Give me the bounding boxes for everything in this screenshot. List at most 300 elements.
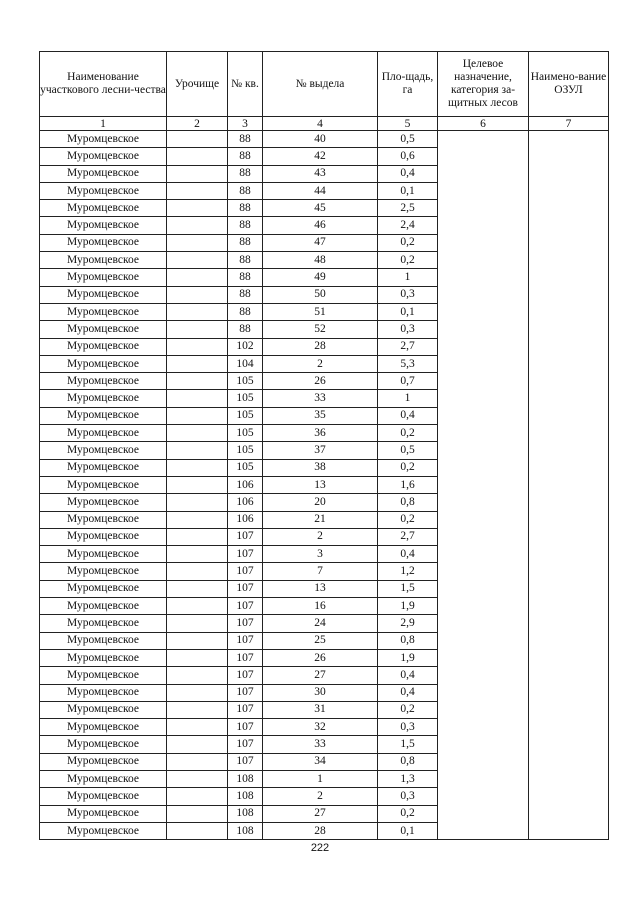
cell-purpose: [438, 753, 529, 770]
cell-tract: [167, 719, 228, 736]
cell-area: 0,1: [378, 822, 438, 839]
cell-purpose: [438, 719, 529, 736]
cell-quarter: 107: [228, 632, 263, 649]
cell-plot-number: 44: [263, 182, 378, 199]
header-forestry-name: Наименование участкового лесни-чества: [40, 52, 167, 117]
cell-ozul-name: [529, 701, 609, 718]
cell-plot-number: 2: [263, 528, 378, 545]
table-row: [40, 355, 609, 372]
cell-forestry-name: Муромцевское: [40, 148, 167, 165]
cell-area: 1,2: [378, 563, 438, 580]
cell-ozul-name: [529, 770, 609, 787]
cell-area: 0,4: [378, 684, 438, 701]
table-row: [40, 805, 609, 822]
cell-ozul-name: [529, 805, 609, 822]
table-row: [40, 701, 609, 718]
cell-tract: [167, 269, 228, 286]
table-row: [40, 338, 609, 355]
table-row: [40, 528, 609, 545]
table-row: [40, 442, 609, 459]
column-number: 7: [529, 117, 609, 131]
cell-quarter: 88: [228, 148, 263, 165]
cell-ozul-name: [529, 615, 609, 632]
cell-quarter: 107: [228, 719, 263, 736]
cell-forestry-name: Муромцевское: [40, 442, 167, 459]
table-row: [40, 217, 609, 234]
cell-quarter: 107: [228, 615, 263, 632]
header-plot-number: № выдела: [263, 52, 378, 117]
cell-plot-number: 3: [263, 546, 378, 563]
cell-purpose: [438, 442, 529, 459]
cell-area: 0,6: [378, 148, 438, 165]
cell-area: 0,4: [378, 546, 438, 563]
cell-purpose: [438, 528, 529, 545]
cell-quarter: 107: [228, 753, 263, 770]
table-row: [40, 649, 609, 666]
cell-quarter: 88: [228, 200, 263, 217]
cell-tract: [167, 494, 228, 511]
header-purpose: Целевое назначение, категория за-щитных лесов: [438, 52, 529, 117]
table-row: [40, 632, 609, 649]
cell-area: 0,5: [378, 131, 438, 148]
cell-tract: [167, 580, 228, 597]
cell-tract: [167, 667, 228, 684]
cell-quarter: 106: [228, 511, 263, 528]
cell-forestry-name: Муромцевское: [40, 788, 167, 805]
column-number: 1: [40, 117, 167, 131]
cell-ozul-name: [529, 355, 609, 372]
cell-purpose: [438, 476, 529, 493]
cell-ozul-name: [529, 476, 609, 493]
cell-tract: [167, 321, 228, 338]
cell-plot-number: 28: [263, 822, 378, 839]
cell-forestry-name: Муромцевское: [40, 234, 167, 251]
cell-plot-number: 31: [263, 701, 378, 718]
cell-forestry-name: Муромцевское: [40, 580, 167, 597]
cell-plot-number: 35: [263, 407, 378, 424]
table-row: [40, 459, 609, 476]
cell-area: 1: [378, 269, 438, 286]
cell-purpose: [438, 252, 529, 269]
cell-ozul-name: [529, 788, 609, 805]
cell-plot-number: 32: [263, 719, 378, 736]
cell-forestry-name: Муромцевское: [40, 598, 167, 615]
cell-forestry-name: Муромцевское: [40, 511, 167, 528]
cell-plot-number: 20: [263, 494, 378, 511]
cell-plot-number: 1: [263, 770, 378, 787]
cell-purpose: [438, 269, 529, 286]
cell-tract: [167, 736, 228, 753]
cell-quarter: 105: [228, 459, 263, 476]
header-tract: Урочище: [167, 52, 228, 117]
column-number: 6: [438, 117, 529, 131]
cell-quarter: 88: [228, 252, 263, 269]
table-row: [40, 286, 609, 303]
cell-area: 1,9: [378, 598, 438, 615]
header-area: Пло-щадь, га: [378, 52, 438, 117]
cell-quarter: 102: [228, 338, 263, 355]
cell-quarter: 107: [228, 701, 263, 718]
cell-area: 0,4: [378, 667, 438, 684]
cell-tract: [167, 131, 228, 148]
cell-purpose: [438, 805, 529, 822]
cell-tract: [167, 373, 228, 390]
cell-tract: [167, 234, 228, 251]
cell-quarter: 88: [228, 269, 263, 286]
cell-area: 2,4: [378, 217, 438, 234]
table-row: [40, 511, 609, 528]
table-row: [40, 131, 609, 148]
cell-area: 5,3: [378, 355, 438, 372]
cell-forestry-name: Муромцевское: [40, 649, 167, 666]
cell-forestry-name: Муромцевское: [40, 303, 167, 320]
cell-plot-number: 7: [263, 563, 378, 580]
cell-ozul-name: [529, 563, 609, 580]
cell-purpose: [438, 303, 529, 320]
table-row: [40, 390, 609, 407]
cell-forestry-name: Муромцевское: [40, 355, 167, 372]
cell-ozul-name: [529, 649, 609, 666]
cell-area: 2,9: [378, 615, 438, 632]
cell-plot-number: 16: [263, 598, 378, 615]
cell-tract: [167, 182, 228, 199]
cell-plot-number: 46: [263, 217, 378, 234]
cell-forestry-name: Муромцевское: [40, 615, 167, 632]
cell-purpose: [438, 494, 529, 511]
cell-purpose: [438, 459, 529, 476]
cell-area: 1,5: [378, 736, 438, 753]
cell-quarter: 108: [228, 822, 263, 839]
cell-tract: [167, 701, 228, 718]
cell-plot-number: 43: [263, 165, 378, 182]
cell-area: 0,3: [378, 321, 438, 338]
table-row: [40, 822, 609, 839]
cell-ozul-name: [529, 667, 609, 684]
column-number: 4: [263, 117, 378, 131]
cell-quarter: 107: [228, 546, 263, 563]
cell-ozul-name: [529, 632, 609, 649]
cell-ozul-name: [529, 598, 609, 615]
cell-ozul-name: [529, 165, 609, 182]
cell-area: 0,1: [378, 182, 438, 199]
cell-tract: [167, 770, 228, 787]
cell-ozul-name: [529, 252, 609, 269]
cell-purpose: [438, 667, 529, 684]
cell-area: 0,4: [378, 407, 438, 424]
cell-ozul-name: [529, 321, 609, 338]
cell-plot-number: 40: [263, 131, 378, 148]
cell-tract: [167, 598, 228, 615]
table-row: [40, 719, 609, 736]
cell-forestry-name: Муромцевское: [40, 528, 167, 545]
table-row: [40, 684, 609, 701]
cell-purpose: [438, 701, 529, 718]
table-row: [40, 563, 609, 580]
cell-quarter: 107: [228, 667, 263, 684]
table-row: [40, 788, 609, 805]
cell-purpose: [438, 649, 529, 666]
cell-quarter: 105: [228, 390, 263, 407]
cell-plot-number: 25: [263, 632, 378, 649]
cell-plot-number: 24: [263, 615, 378, 632]
cell-tract: [167, 200, 228, 217]
cell-tract: [167, 546, 228, 563]
table-row: [40, 667, 609, 684]
cell-purpose: [438, 546, 529, 563]
cell-plot-number: 38: [263, 459, 378, 476]
cell-plot-number: 2: [263, 355, 378, 372]
cell-forestry-name: Муромцевское: [40, 425, 167, 442]
cell-purpose: [438, 563, 529, 580]
cell-forestry-name: Муромцевское: [40, 459, 167, 476]
cell-quarter: 88: [228, 234, 263, 251]
table-row: [40, 736, 609, 753]
cell-plot-number: 49: [263, 269, 378, 286]
table-row: [40, 615, 609, 632]
cell-purpose: [438, 788, 529, 805]
cell-forestry-name: Муромцевское: [40, 632, 167, 649]
cell-quarter: 105: [228, 442, 263, 459]
cell-area: 0,3: [378, 286, 438, 303]
cell-ozul-name: [529, 528, 609, 545]
cell-area: 0,8: [378, 494, 438, 511]
cell-area: 0,2: [378, 459, 438, 476]
cell-purpose: [438, 338, 529, 355]
column-number: 3: [228, 117, 263, 131]
cell-forestry-name: Муромцевское: [40, 805, 167, 822]
cell-ozul-name: [529, 580, 609, 597]
cell-tract: [167, 338, 228, 355]
cell-purpose: [438, 373, 529, 390]
cell-forestry-name: Муромцевское: [40, 407, 167, 424]
table-row: [40, 425, 609, 442]
cell-ozul-name: [529, 684, 609, 701]
cell-forestry-name: Муромцевское: [40, 390, 167, 407]
cell-forestry-name: Муромцевское: [40, 494, 167, 511]
cell-tract: [167, 148, 228, 165]
table-row: [40, 148, 609, 165]
cell-purpose: [438, 217, 529, 234]
cell-plot-number: 33: [263, 390, 378, 407]
cell-plot-number: 45: [263, 200, 378, 217]
cell-ozul-name: [529, 286, 609, 303]
cell-purpose: [438, 148, 529, 165]
table-row: [40, 546, 609, 563]
cell-quarter: 88: [228, 217, 263, 234]
cell-tract: [167, 252, 228, 269]
table-row: [40, 182, 609, 199]
cell-purpose: [438, 615, 529, 632]
cell-plot-number: 2: [263, 788, 378, 805]
cell-plot-number: 30: [263, 684, 378, 701]
cell-purpose: [438, 598, 529, 615]
cell-plot-number: 27: [263, 667, 378, 684]
cell-purpose: [438, 390, 529, 407]
cell-quarter: 88: [228, 182, 263, 199]
cell-ozul-name: [529, 182, 609, 199]
cell-quarter: 107: [228, 649, 263, 666]
cell-forestry-name: Муромцевское: [40, 131, 167, 148]
cell-area: 0,2: [378, 805, 438, 822]
cell-quarter: 106: [228, 476, 263, 493]
cell-quarter: 106: [228, 494, 263, 511]
cell-area: 0,7: [378, 373, 438, 390]
cell-quarter: 105: [228, 407, 263, 424]
table-row: [40, 165, 609, 182]
cell-forestry-name: Муромцевское: [40, 667, 167, 684]
cell-quarter: 88: [228, 303, 263, 320]
cell-quarter: 108: [228, 805, 263, 822]
cell-ozul-name: [529, 546, 609, 563]
cell-quarter: 107: [228, 580, 263, 597]
cell-tract: [167, 511, 228, 528]
cell-area: 0,1: [378, 303, 438, 320]
cell-tract: [167, 355, 228, 372]
cell-plot-number: 42: [263, 148, 378, 165]
cell-quarter: 108: [228, 770, 263, 787]
cell-plot-number: 33: [263, 736, 378, 753]
cell-tract: [167, 805, 228, 822]
column-number: 2: [167, 117, 228, 131]
cell-area: 0,4: [378, 165, 438, 182]
cell-plot-number: 28: [263, 338, 378, 355]
cell-purpose: [438, 511, 529, 528]
cell-forestry-name: Муромцевское: [40, 546, 167, 563]
table-row: [40, 252, 609, 269]
cell-ozul-name: [529, 736, 609, 753]
cell-ozul-name: [529, 200, 609, 217]
cell-ozul-name: [529, 822, 609, 839]
cell-ozul-name: [529, 407, 609, 424]
cell-area: 0,2: [378, 234, 438, 251]
cell-forestry-name: Муромцевское: [40, 182, 167, 199]
table-row: [40, 407, 609, 424]
cell-purpose: [438, 286, 529, 303]
cell-purpose: [438, 355, 529, 372]
cell-area: 0,3: [378, 788, 438, 805]
cell-purpose: [438, 770, 529, 787]
cell-ozul-name: [529, 442, 609, 459]
cell-area: 1,6: [378, 476, 438, 493]
cell-ozul-name: [529, 234, 609, 251]
cell-forestry-name: Муромцевское: [40, 684, 167, 701]
table-row: [40, 753, 609, 770]
table-row: [40, 200, 609, 217]
cell-purpose: [438, 165, 529, 182]
table-row: [40, 494, 609, 511]
cell-quarter: 107: [228, 528, 263, 545]
cell-plot-number: 50: [263, 286, 378, 303]
forest-plots-table: [39, 51, 609, 840]
cell-ozul-name: [529, 269, 609, 286]
table-row: [40, 770, 609, 787]
cell-area: 0,3: [378, 719, 438, 736]
cell-tract: [167, 476, 228, 493]
cell-purpose: [438, 822, 529, 839]
cell-tract: [167, 788, 228, 805]
cell-quarter: 88: [228, 165, 263, 182]
table-row: [40, 234, 609, 251]
cell-tract: [167, 407, 228, 424]
cell-forestry-name: Муромцевское: [40, 719, 167, 736]
table-row: [40, 580, 609, 597]
cell-area: 0,2: [378, 701, 438, 718]
cell-tract: [167, 563, 228, 580]
page-number: 222: [310, 842, 330, 854]
cell-forestry-name: Муромцевское: [40, 753, 167, 770]
cell-quarter: 108: [228, 788, 263, 805]
column-number: 5: [378, 117, 438, 131]
cell-plot-number: 13: [263, 580, 378, 597]
cell-forestry-name: Муромцевское: [40, 321, 167, 338]
cell-area: 1,5: [378, 580, 438, 597]
cell-quarter: 88: [228, 321, 263, 338]
cell-tract: [167, 459, 228, 476]
cell-forestry-name: Муромцевское: [40, 252, 167, 269]
cell-purpose: [438, 684, 529, 701]
cell-forestry-name: Муромцевское: [40, 701, 167, 718]
cell-forestry-name: Муромцевское: [40, 338, 167, 355]
cell-area: 0,2: [378, 511, 438, 528]
cell-forestry-name: Муромцевское: [40, 286, 167, 303]
cell-ozul-name: [529, 217, 609, 234]
cell-ozul-name: [529, 303, 609, 320]
table-header-row: [40, 52, 609, 117]
cell-tract: [167, 442, 228, 459]
cell-ozul-name: [529, 338, 609, 355]
cell-purpose: [438, 200, 529, 217]
cell-area: 1,3: [378, 770, 438, 787]
cell-area: 0,8: [378, 753, 438, 770]
cell-area: 2,5: [378, 200, 438, 217]
cell-plot-number: 34: [263, 753, 378, 770]
cell-purpose: [438, 321, 529, 338]
cell-tract: [167, 632, 228, 649]
cell-tract: [167, 649, 228, 666]
cell-purpose: [438, 425, 529, 442]
cell-forestry-name: Муромцевское: [40, 165, 167, 182]
cell-plot-number: 27: [263, 805, 378, 822]
cell-quarter: 107: [228, 736, 263, 753]
cell-purpose: [438, 234, 529, 251]
cell-area: 0,5: [378, 442, 438, 459]
cell-tract: [167, 217, 228, 234]
cell-tract: [167, 753, 228, 770]
cell-purpose: [438, 580, 529, 597]
cell-purpose: [438, 182, 529, 199]
cell-forestry-name: Муромцевское: [40, 200, 167, 217]
cell-plot-number: 47: [263, 234, 378, 251]
cell-tract: [167, 303, 228, 320]
cell-plot-number: 48: [263, 252, 378, 269]
cell-purpose: [438, 632, 529, 649]
cell-ozul-name: [529, 373, 609, 390]
cell-plot-number: 26: [263, 649, 378, 666]
cell-tract: [167, 165, 228, 182]
table-row: [40, 321, 609, 338]
table-body: [40, 131, 609, 840]
cell-quarter: 105: [228, 373, 263, 390]
cell-ozul-name: [529, 459, 609, 476]
table-row: [40, 476, 609, 493]
cell-ozul-name: [529, 753, 609, 770]
cell-purpose: [438, 407, 529, 424]
cell-ozul-name: [529, 148, 609, 165]
table-row: [40, 269, 609, 286]
cell-tract: [167, 286, 228, 303]
cell-forestry-name: Муромцевское: [40, 822, 167, 839]
cell-ozul-name: [529, 390, 609, 407]
